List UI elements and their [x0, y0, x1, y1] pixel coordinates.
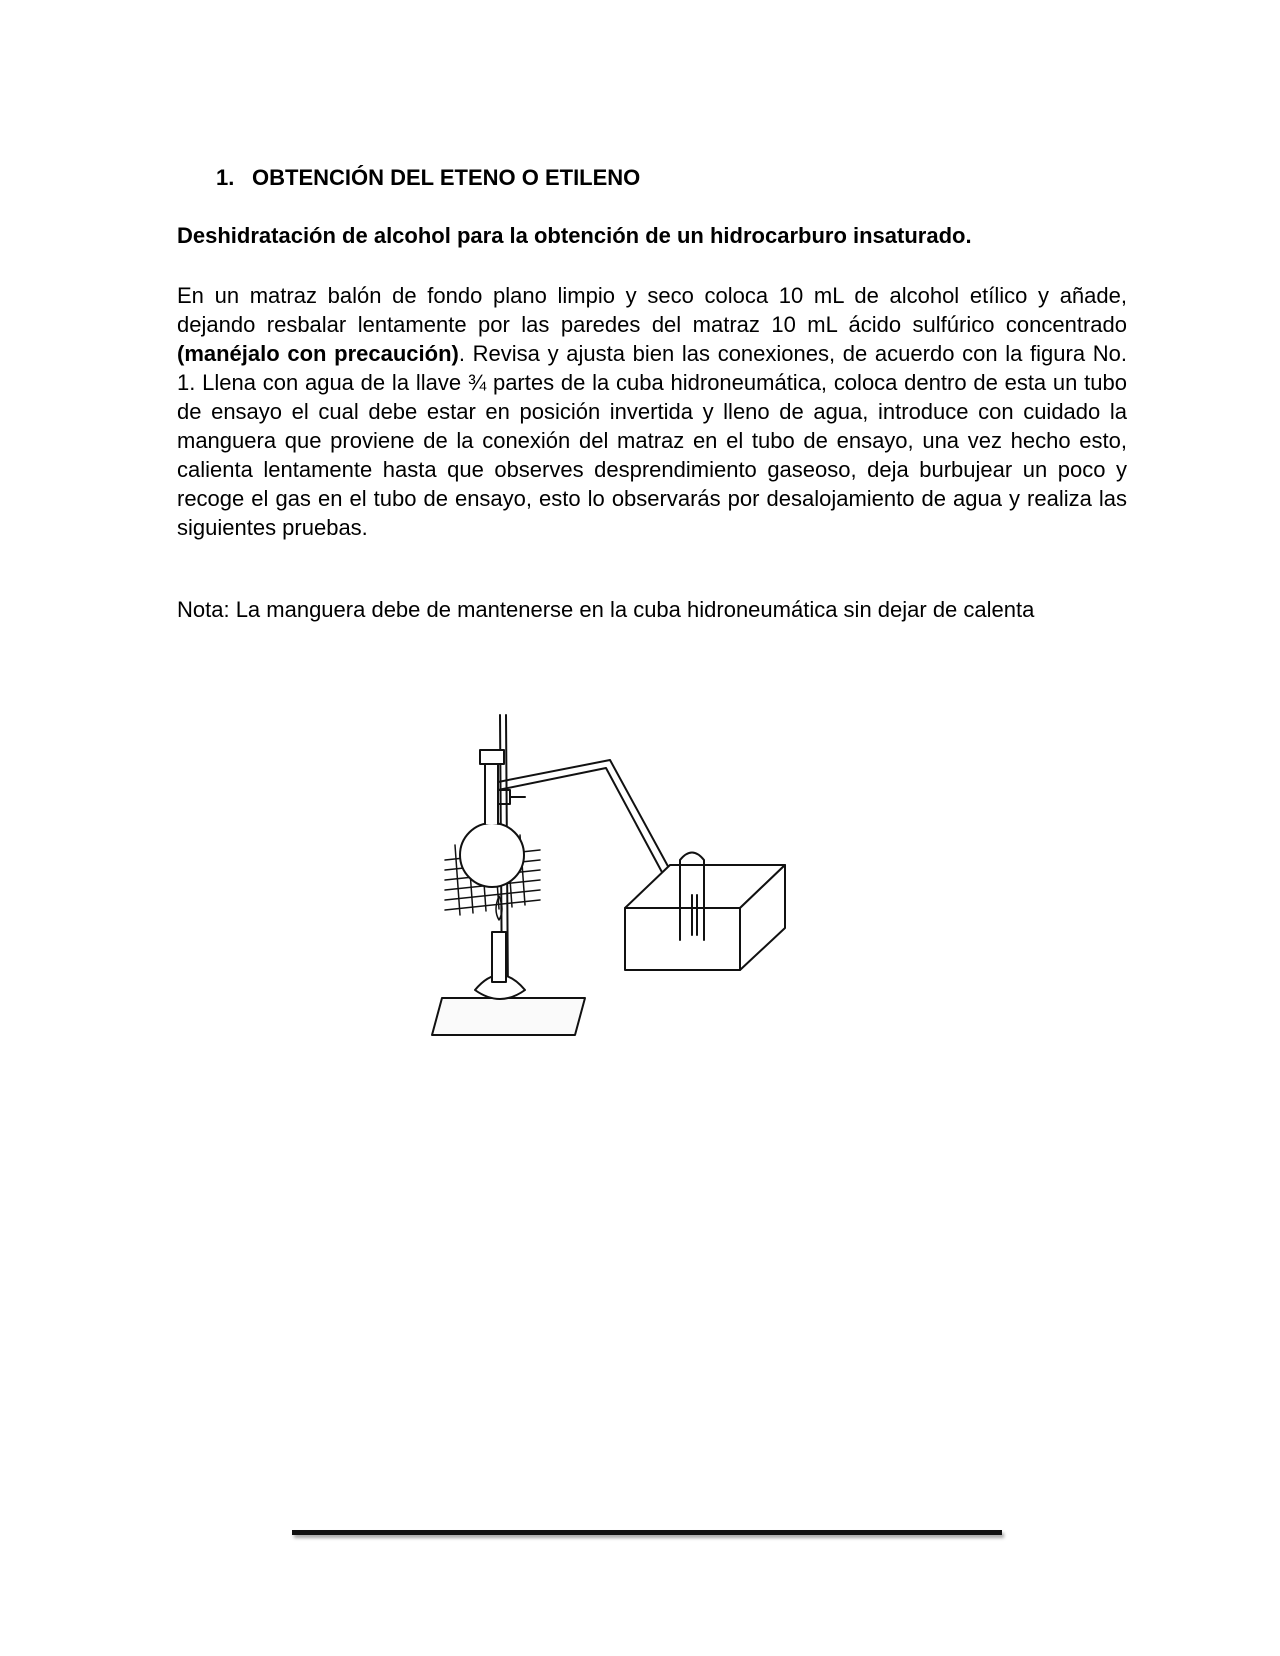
subtitle: Deshidratación de alcohol para la obtención de un hidrocarburo insaturado. [177, 223, 972, 248]
procedure-text-end: . Revisa y ajusta bien las conexiones, de acuerdo con la figura No. 1. Llena con agua de la llave ¾ partes de la cuba hidroneumática, coloca dentro de esta un tubo de ensayo el cual debe estar en posición invertida y lleno de agua, introduce con cuidado la manguera que proviene de la conexión del matraz en el tubo de ensayo, una vez hecho esto, calienta lentamente hasta que observes desprendimiento gaseoso, deja burbujear un poco y recoge el gas en el tubo de ensayo, esto lo observarás por desalojamiento de agua y realiza las siguientes pruebas. [177, 341, 1127, 540]
flask-stopper [480, 750, 504, 764]
round-bottom-flask [460, 823, 524, 887]
note-paragraph: Nota: La manguera debe de mantenerse en la cuba hidroneumática sin dejar de calenta [177, 597, 1035, 622]
section-number: 1. [216, 165, 235, 190]
procedure-paragraph [177, 281, 1127, 542]
apparatus-figure [430, 700, 830, 1040]
pneumatic-trough [625, 908, 740, 970]
caution-text: (manéjalo con precaución) [177, 341, 459, 366]
section-title: OBTENCIÓN DEL ETENO O ETILENO [252, 165, 641, 190]
procedure-text-start: En un matraz balón de fondo plano limpio y seco coloca 10 mL de alcohol etílico y añade, dejando resbalar lentamente por las paredes del matraz 10 mL ácido sulfúrico concentrado [177, 283, 1127, 337]
footer-rule [292, 1530, 1002, 1535]
section-heading [216, 165, 640, 191]
stand-base [432, 998, 585, 1035]
